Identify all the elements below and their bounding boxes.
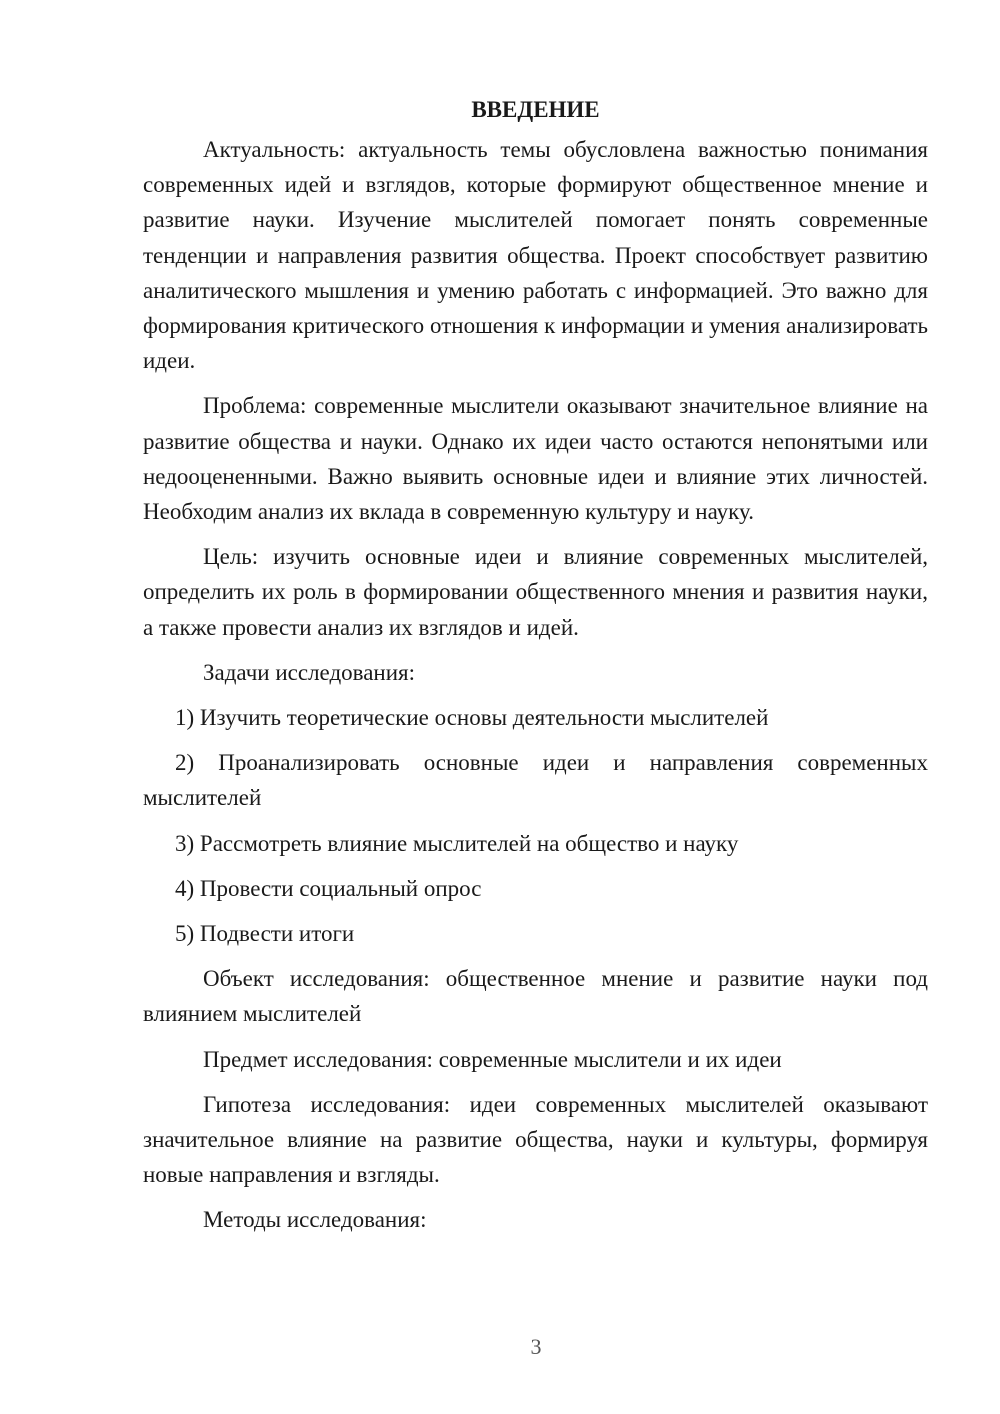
paragraph-object: Объект исследования: общественное мнение и развитие науки под влиянием мыслителей: [143, 966, 928, 1027]
task-item-2: 2) Проанализировать основные идеи и направления современных мыслителей: [143, 750, 928, 811]
paragraph-goal: Цель: изучить основные идеи и влияние современных мыслителей, определить их роль в формировании общественного мнения и развития науки, а также провести анализ их взглядов и идей.: [143, 544, 928, 640]
paragraph-methods: Методы исследования:: [203, 1207, 427, 1233]
task-item-4: 4) Провести социальный опрос: [175, 875, 482, 901]
paragraph-tasks-heading: Задачи исследования:: [203, 659, 416, 685]
task-item-1: 1) Изучить теоретические основы деятельности мыслителей: [175, 705, 769, 731]
task-item-5: 5) Подвести итоги: [175, 921, 355, 947]
paragraph-hypothesis: Гипотеза исследования: идеи современных мыслителей оказывают значительное влияние на развитие общества, науки и культуры, формируя новые направления и взгляды.: [143, 1091, 928, 1188]
section-title: ВВЕДЕНИЕ: [471, 97, 600, 122]
page-number: 3: [530, 1334, 542, 1359]
paragraph-relevance: Актуальность: актуальность темы обусловлена важностью понимания современных идей и взглядов, которые формируют общественное мнение и развитие науки. Изучение мыслителей помогает понять современные тенденции и направления развития общества. Проект способствует развитию аналитического мышления и умению работать с информацией. Это важно для формирования критического отношения к информации и умения анализировать идеи.: [143, 137, 928, 374]
document-body: [143, 92, 928, 1248]
task-item-3: 3) Рассмотреть влияние мыслителей на общество и науку: [175, 830, 739, 856]
paragraph-problem: Проблема: современные мыслители оказывают значительное влияние на развитие общества и науки. Однако их идеи часто остаются непонятыми или недооцененными. Важно выявить основные идеи и влияние этих личностей. Необходим анализ их вклада в современную культуру и науку.: [143, 393, 928, 525]
paragraph-subject: Предмет исследования: современные мыслители и их идеи: [203, 1046, 782, 1072]
